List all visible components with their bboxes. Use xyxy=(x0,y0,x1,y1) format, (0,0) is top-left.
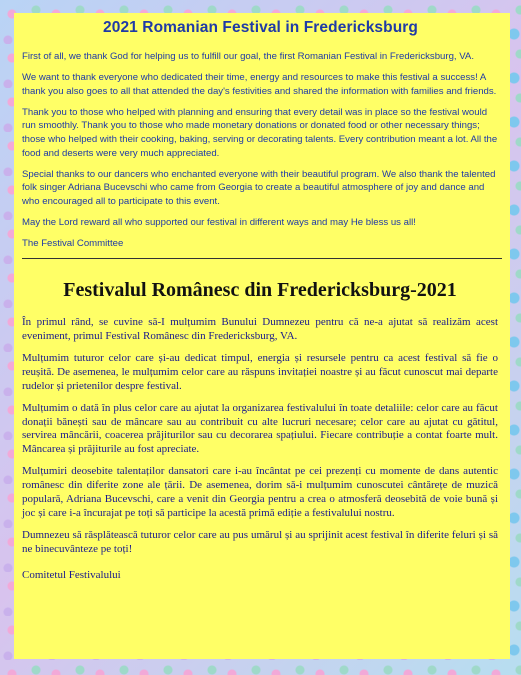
english-signature: The Festival Committee xyxy=(22,238,124,250)
english-paragraph: First of all, we thank God for helping us to fulfill our goal, the first Romanian Festival in Fredericksburg, VA. xyxy=(22,51,474,62)
english-paragraph: Special thanks to our dancers who enchanted everyone with their beautiful program. We also thank the talented folk singer Adriana Bucevschi who came from Georgia to create a beautiful atmosphere of joy and dance and who encouraged all to participate to this event. xyxy=(22,168,496,207)
section-divider xyxy=(22,258,502,259)
romanian-paragraph: Mulțumim o dată în plus celor care au ajutat la organizarea festivalului în toate detaliile: celor care au făcut donații bănești sau de mâncare sau au contribuit cu alte lucruri necesare; celor care au ajutat cu gătitul, servirea mâncării, coacerea prăjiturilor sau cu decorarea spațiului. Fiecare contribuție a contat foarte mult. Mâncarea și prăjiturile au fost apreciate. xyxy=(22,401,498,456)
romanian-paragraph: Mulțumiri deosebite talentaților dansatori care i-au încântat pe cei prezenți cu momente de dans autentic românesc din diferite zone ale țării. De asemenea, dorim să-i mulțumim cunoscutei cântărețe de muzică populară, Adriana Bucevschi, care a venit din Georgia pentru a crea o atmosferă deosebită de voie bună și joc și care i-a încurajat pe toți să participe la acestă primă ediție a festivalului nostru. xyxy=(22,465,498,519)
flyer-panel xyxy=(14,13,510,659)
romanian-signature: Comitetul Festivalului xyxy=(22,568,121,581)
romanian-paragraph: Dumnezeu să răsplătească tuturor celor care au pus umărul și au sprijinit acest festival în diferite feluri și să ne binecuvânteze pe toți! xyxy=(22,528,498,555)
romanian-paragraph: Mulțumim tuturor celor care și-au dedicat timpul, energia și resursele pentru ca acest festival să fie o reușită. De asemenea, le mulțumim celor care au răspuns invitației noastre și au făcut cunoscut mai departe rudelor și prietenilor despre festival. xyxy=(22,351,498,392)
english-paragraph: May the Lord reward all who supported our festival in different ways and may He bless us all! xyxy=(22,216,416,228)
romanian-title: Festivalul Românesc din Fredericksburg-2021 xyxy=(63,279,457,302)
romanian-paragraph: În primul rând, se cuvine să-I mulțumim Bunului Dumnezeu pentru că ne-a ajutat să realizăm acest eveniment, primul Festival Românesc din Fredericksburg, VA. xyxy=(22,316,498,343)
english-title: 2021 Romanian Festival in Fredericksburg xyxy=(103,19,418,36)
english-paragraph: Thank you to those who helped with planning and ensuring that every detail was in place so the festival would run smoothly. Thank you to those who made monetary donations or donated food or other necessary things; those who helped with their cooking, baking, serving or decorating talents. Every contribution meant a lot. All the food and deserts were very much appreciated. xyxy=(22,106,498,159)
english-section xyxy=(14,13,510,251)
romanian-section xyxy=(14,279,510,583)
english-paragraph: We want to thank everyone who dedicated their time, energy and resources to make this festival a success! A thank you also goes to all that attended the day's festivities and shared the information with families and friends. xyxy=(22,72,497,97)
